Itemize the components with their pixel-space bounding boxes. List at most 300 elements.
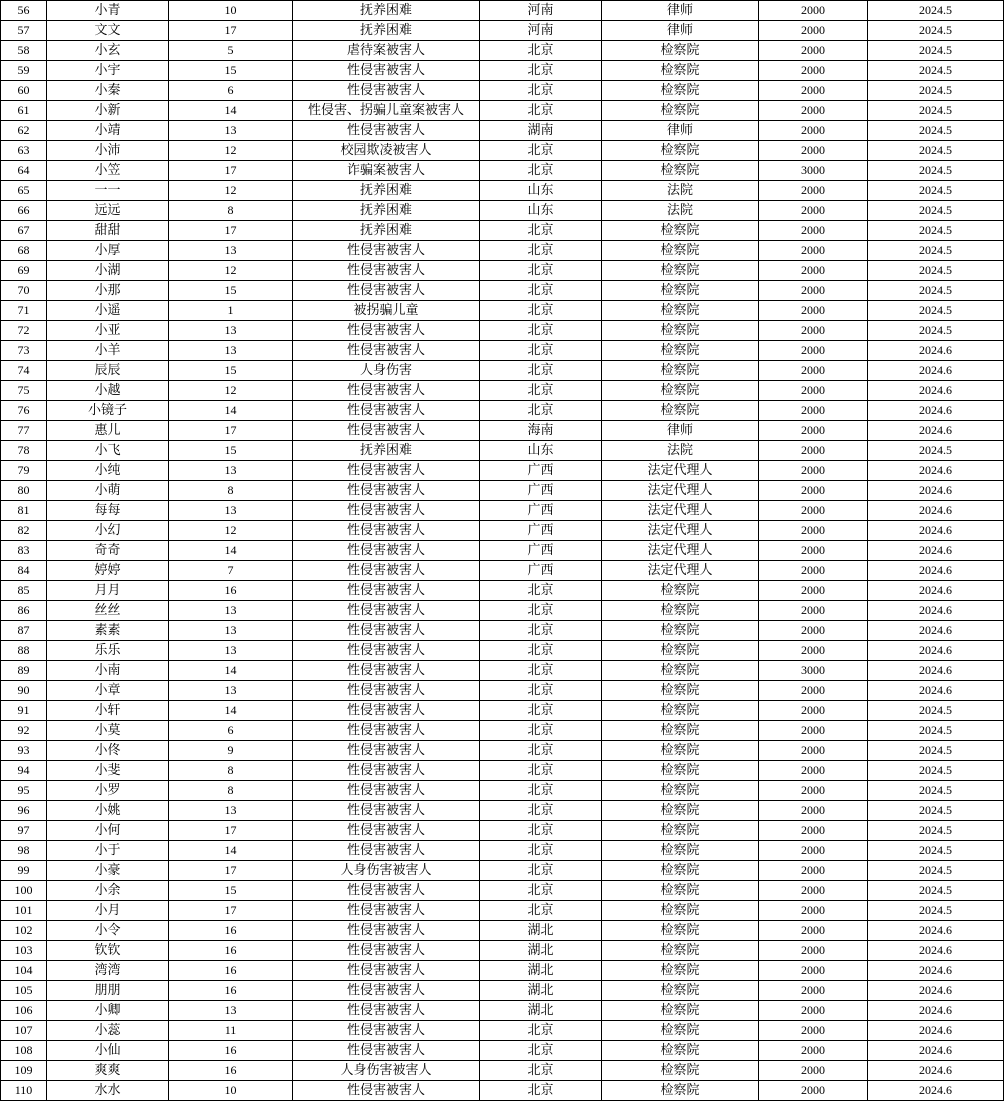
cell-region: 北京 (480, 81, 602, 101)
cell-region: 广西 (480, 541, 602, 561)
cell-child-name: 小月 (47, 901, 169, 921)
cell-amount: 2000 (759, 141, 868, 161)
cell-region: 北京 (480, 281, 602, 301)
cell-date: 2024.5 (868, 21, 1004, 41)
cell-child-name: 小亚 (47, 321, 169, 341)
cell-region: 山东 (480, 181, 602, 201)
cell-case-type: 性侵害被害人 (293, 61, 480, 81)
cell-case-type: 性侵害被害人 (293, 341, 480, 361)
cell-case-type: 性侵害被害人 (293, 381, 480, 401)
cell-row-number: 65 (1, 181, 47, 201)
cell-row-number: 57 (1, 21, 47, 41)
cell-child-name: 辰辰 (47, 361, 169, 381)
cell-date: 2024.6 (868, 421, 1004, 441)
cell-case-type: 性侵害被害人 (293, 521, 480, 541)
cell-age: 13 (169, 241, 293, 261)
cell-source: 检察院 (602, 941, 759, 961)
cell-case-type: 性侵害被害人 (293, 921, 480, 941)
cell-source: 法定代理人 (602, 461, 759, 481)
cell-age: 10 (169, 1, 293, 21)
cell-source: 检察院 (602, 621, 759, 641)
cell-source: 检察院 (602, 881, 759, 901)
cell-amount: 2000 (759, 101, 868, 121)
cell-date: 2024.6 (868, 601, 1004, 621)
cell-amount: 2000 (759, 401, 868, 421)
cell-child-name: 小罗 (47, 781, 169, 801)
table-row (1, 421, 1004, 441)
cell-age: 14 (169, 841, 293, 861)
cell-source: 检察院 (602, 1041, 759, 1061)
table-row (1, 561, 1004, 581)
cell-date: 2024.5 (868, 41, 1004, 61)
cell-source: 检察院 (602, 761, 759, 781)
cell-date: 2024.6 (868, 661, 1004, 681)
cell-child-name: 小章 (47, 681, 169, 701)
cell-child-name: 小南 (47, 661, 169, 681)
cell-source: 检察院 (602, 61, 759, 81)
table-row (1, 941, 1004, 961)
cell-age: 1 (169, 301, 293, 321)
cell-region: 北京 (480, 161, 602, 181)
table-row (1, 61, 1004, 81)
table-row (1, 821, 1004, 841)
cell-age: 17 (169, 21, 293, 41)
cell-date: 2024.5 (868, 821, 1004, 841)
cell-row-number: 71 (1, 301, 47, 321)
cell-region: 北京 (480, 261, 602, 281)
cell-amount: 2000 (759, 41, 868, 61)
cell-date: 2024.5 (868, 841, 1004, 861)
cell-date: 2024.6 (868, 1081, 1004, 1101)
cell-row-number: 68 (1, 241, 47, 261)
cell-region: 北京 (480, 61, 602, 81)
cell-age: 13 (169, 501, 293, 521)
cell-row-number: 62 (1, 121, 47, 141)
cell-case-type: 性侵害被害人 (293, 881, 480, 901)
cell-age: 8 (169, 481, 293, 501)
cell-date: 2024.5 (868, 761, 1004, 781)
table-row (1, 441, 1004, 461)
table-row (1, 121, 1004, 141)
cell-source: 检察院 (602, 661, 759, 681)
cell-amount: 2000 (759, 541, 868, 561)
cell-child-name: 小笠 (47, 161, 169, 181)
table-row (1, 141, 1004, 161)
cell-row-number: 85 (1, 581, 47, 601)
cell-date: 2024.6 (868, 581, 1004, 601)
cell-age: 13 (169, 601, 293, 621)
cell-amount: 2000 (759, 841, 868, 861)
cell-amount: 3000 (759, 161, 868, 181)
cell-date: 2024.5 (868, 281, 1004, 301)
cell-row-number: 60 (1, 81, 47, 101)
cell-region: 北京 (480, 701, 602, 721)
cell-source: 法院 (602, 441, 759, 461)
cell-case-type: 性侵害被害人 (293, 401, 480, 421)
cell-child-name: 小幻 (47, 521, 169, 541)
cell-region: 北京 (480, 361, 602, 381)
table-row (1, 21, 1004, 41)
cell-region: 北京 (480, 621, 602, 641)
cell-case-type: 性侵害被害人 (293, 261, 480, 281)
cell-source: 检察院 (602, 1021, 759, 1041)
cell-amount: 2000 (759, 981, 868, 1001)
cell-row-number: 73 (1, 341, 47, 361)
table-row (1, 621, 1004, 641)
cell-age: 15 (169, 61, 293, 81)
cell-row-number: 64 (1, 161, 47, 181)
cell-source: 法定代理人 (602, 501, 759, 521)
cell-amount: 2000 (759, 501, 868, 521)
cell-date: 2024.5 (868, 781, 1004, 801)
cell-row-number: 70 (1, 281, 47, 301)
cell-source: 检察院 (602, 801, 759, 821)
cell-region: 湖北 (480, 921, 602, 941)
cell-date: 2024.6 (868, 621, 1004, 641)
table-row (1, 321, 1004, 341)
cell-child-name: 素素 (47, 621, 169, 641)
cell-region: 北京 (480, 221, 602, 241)
cell-row-number: 63 (1, 141, 47, 161)
cell-source: 检察院 (602, 581, 759, 601)
cell-age: 12 (169, 381, 293, 401)
cell-date: 2024.5 (868, 221, 1004, 241)
cell-case-type: 校园欺凌被害人 (293, 141, 480, 161)
cell-amount: 2000 (759, 261, 868, 281)
table-row (1, 101, 1004, 121)
cell-source: 检察院 (602, 401, 759, 421)
cell-region: 北京 (480, 1041, 602, 1061)
cell-row-number: 56 (1, 1, 47, 21)
cell-age: 15 (169, 441, 293, 461)
cell-age: 16 (169, 981, 293, 1001)
cell-amount: 2000 (759, 181, 868, 201)
cell-case-type: 性侵害被害人 (293, 461, 480, 481)
table-row (1, 461, 1004, 481)
table-row (1, 361, 1004, 381)
cell-amount: 2000 (759, 1081, 868, 1101)
cell-age: 17 (169, 901, 293, 921)
cell-age: 17 (169, 421, 293, 441)
cell-date: 2024.6 (868, 1021, 1004, 1041)
cell-row-number: 90 (1, 681, 47, 701)
cell-row-number: 104 (1, 961, 47, 981)
cell-amount: 2000 (759, 601, 868, 621)
cell-region: 北京 (480, 141, 602, 161)
cell-region: 北京 (480, 641, 602, 661)
cell-region: 北京 (480, 721, 602, 741)
cell-row-number: 98 (1, 841, 47, 861)
cell-case-type: 性侵害被害人 (293, 701, 480, 721)
cell-age: 13 (169, 341, 293, 361)
cell-date: 2024.6 (868, 1061, 1004, 1081)
table-row (1, 881, 1004, 901)
cell-age: 13 (169, 321, 293, 341)
table-row (1, 981, 1004, 1001)
cell-age: 16 (169, 581, 293, 601)
cell-source: 检察院 (602, 701, 759, 721)
cell-source: 检察院 (602, 1081, 759, 1101)
cell-age: 16 (169, 921, 293, 941)
cell-child-name: 小湖 (47, 261, 169, 281)
table-row (1, 701, 1004, 721)
cell-case-type: 性侵害、拐骗儿童案被害人 (293, 101, 480, 121)
cell-row-number: 89 (1, 661, 47, 681)
cell-region: 湖南 (480, 121, 602, 141)
table-row (1, 81, 1004, 101)
cell-date: 2024.5 (868, 81, 1004, 101)
table-row (1, 641, 1004, 661)
cell-date: 2024.6 (868, 481, 1004, 501)
cell-source: 检察院 (602, 841, 759, 861)
cell-age: 13 (169, 681, 293, 701)
cell-row-number: 81 (1, 501, 47, 521)
cell-region: 广西 (480, 481, 602, 501)
cell-child-name: 小纯 (47, 461, 169, 481)
cell-source: 检察院 (602, 161, 759, 181)
cell-source: 检察院 (602, 81, 759, 101)
cell-child-name: 小遥 (47, 301, 169, 321)
cell-case-type: 性侵害被害人 (293, 841, 480, 861)
cell-row-number: 91 (1, 701, 47, 721)
cell-region: 河南 (480, 21, 602, 41)
cell-age: 15 (169, 881, 293, 901)
cell-source: 检察院 (602, 1061, 759, 1081)
cell-case-type: 性侵害被害人 (293, 641, 480, 661)
cell-amount: 2000 (759, 941, 868, 961)
cell-row-number: 58 (1, 41, 47, 61)
cell-amount: 2000 (759, 321, 868, 341)
cell-source: 检察院 (602, 641, 759, 661)
cell-child-name: 小厚 (47, 241, 169, 261)
table-row (1, 1021, 1004, 1041)
cell-age: 16 (169, 1061, 293, 1081)
cell-amount: 2000 (759, 1061, 868, 1081)
cell-row-number: 101 (1, 901, 47, 921)
cell-date: 2024.6 (868, 541, 1004, 561)
cell-child-name: 月月 (47, 581, 169, 601)
cell-age: 16 (169, 1041, 293, 1061)
cell-child-name: 小豪 (47, 861, 169, 881)
cell-region: 北京 (480, 241, 602, 261)
cell-row-number: 69 (1, 261, 47, 281)
cell-case-type: 抚养困难 (293, 21, 480, 41)
cell-amount: 2000 (759, 681, 868, 701)
cell-age: 14 (169, 541, 293, 561)
cell-source: 检察院 (602, 681, 759, 701)
table-row (1, 1001, 1004, 1021)
cell-amount: 2000 (759, 781, 868, 801)
cell-date: 2024.5 (868, 241, 1004, 261)
cell-case-type: 性侵害被害人 (293, 761, 480, 781)
cell-case-type: 人身伤害 (293, 361, 480, 381)
cell-child-name: 婷婷 (47, 561, 169, 581)
cell-case-type: 抚养困难 (293, 221, 480, 241)
cell-row-number: 102 (1, 921, 47, 941)
cell-case-type: 性侵害被害人 (293, 721, 480, 741)
cell-source: 检察院 (602, 861, 759, 881)
cell-region: 湖北 (480, 1001, 602, 1021)
cell-child-name: 小飞 (47, 441, 169, 461)
cell-date: 2024.6 (868, 1001, 1004, 1021)
cell-child-name: 小新 (47, 101, 169, 121)
cell-region: 广西 (480, 561, 602, 581)
table-row (1, 1081, 1004, 1101)
cell-date: 2024.5 (868, 101, 1004, 121)
cell-amount: 2000 (759, 621, 868, 641)
cell-row-number: 95 (1, 781, 47, 801)
table-row (1, 581, 1004, 601)
cell-date: 2024.6 (868, 461, 1004, 481)
cell-age: 12 (169, 141, 293, 161)
cell-region: 北京 (480, 341, 602, 361)
cell-age: 16 (169, 941, 293, 961)
cell-row-number: 92 (1, 721, 47, 741)
cell-region: 北京 (480, 301, 602, 321)
cell-case-type: 性侵害被害人 (293, 541, 480, 561)
cell-row-number: 75 (1, 381, 47, 401)
cell-date: 2024.5 (868, 161, 1004, 181)
cell-source: 法定代理人 (602, 561, 759, 581)
cell-source: 检察院 (602, 221, 759, 241)
cell-region: 北京 (480, 861, 602, 881)
cell-case-type: 性侵害被害人 (293, 981, 480, 1001)
table-row (1, 481, 1004, 501)
cell-date: 2024.5 (868, 141, 1004, 161)
cell-case-type: 性侵害被害人 (293, 1001, 480, 1021)
cell-amount: 2000 (759, 461, 868, 481)
cell-date: 2024.6 (868, 561, 1004, 581)
cell-case-type: 性侵害被害人 (293, 961, 480, 981)
cell-child-name: 小莫 (47, 721, 169, 741)
cell-row-number: 94 (1, 761, 47, 781)
cell-child-name: 奇奇 (47, 541, 169, 561)
cell-case-type: 性侵害被害人 (293, 821, 480, 841)
cell-case-type: 被拐骗儿童 (293, 301, 480, 321)
cell-child-name: 小镜子 (47, 401, 169, 421)
cell-age: 10 (169, 1081, 293, 1101)
cell-date: 2024.6 (868, 921, 1004, 941)
cell-amount: 2000 (759, 961, 868, 981)
cell-row-number: 108 (1, 1041, 47, 1061)
cell-source: 检察院 (602, 381, 759, 401)
cell-source: 检察院 (602, 781, 759, 801)
cell-row-number: 110 (1, 1081, 47, 1101)
cell-age: 12 (169, 521, 293, 541)
cell-amount: 2000 (759, 701, 868, 721)
cell-amount: 2000 (759, 881, 868, 901)
cell-region: 北京 (480, 841, 602, 861)
table-row (1, 521, 1004, 541)
cell-date: 2024.6 (868, 1041, 1004, 1061)
cell-case-type: 抚养困难 (293, 441, 480, 461)
cell-region: 北京 (480, 901, 602, 921)
cell-amount: 2000 (759, 1021, 868, 1041)
cell-amount: 2000 (759, 581, 868, 601)
cell-age: 17 (169, 161, 293, 181)
cell-case-type: 性侵害被害人 (293, 81, 480, 101)
cell-age: 13 (169, 641, 293, 661)
table-row (1, 681, 1004, 701)
cell-amount: 2000 (759, 61, 868, 81)
cell-case-type: 诈骗案被害人 (293, 161, 480, 181)
cell-region: 北京 (480, 761, 602, 781)
cell-case-type: 性侵害被害人 (293, 501, 480, 521)
cell-row-number: 103 (1, 941, 47, 961)
cell-case-type: 性侵害被害人 (293, 661, 480, 681)
table-row (1, 341, 1004, 361)
cell-child-name: 小萌 (47, 481, 169, 501)
cell-date: 2024.5 (868, 701, 1004, 721)
table-row (1, 501, 1004, 521)
cell-row-number: 82 (1, 521, 47, 541)
cell-amount: 2000 (759, 641, 868, 661)
cell-child-name: 朋朋 (47, 981, 169, 1001)
cell-child-name: 小那 (47, 281, 169, 301)
cell-case-type: 抚养困难 (293, 201, 480, 221)
cell-age: 8 (169, 761, 293, 781)
cell-source: 律师 (602, 21, 759, 41)
cell-case-type: 性侵害被害人 (293, 421, 480, 441)
cell-child-name: 小余 (47, 881, 169, 901)
cell-age: 12 (169, 261, 293, 281)
cell-child-name: 小沛 (47, 141, 169, 161)
cell-date: 2024.5 (868, 441, 1004, 461)
cell-date: 2024.6 (868, 961, 1004, 981)
cell-region: 海南 (480, 421, 602, 441)
cell-age: 13 (169, 801, 293, 821)
cell-source: 检察院 (602, 821, 759, 841)
cell-amount: 2000 (759, 81, 868, 101)
cell-case-type: 性侵害被害人 (293, 121, 480, 141)
table-row (1, 381, 1004, 401)
cell-date: 2024.5 (868, 901, 1004, 921)
cell-source: 检察院 (602, 341, 759, 361)
cell-row-number: 80 (1, 481, 47, 501)
cell-age: 11 (169, 1021, 293, 1041)
cell-source: 检察院 (602, 141, 759, 161)
cell-age: 17 (169, 221, 293, 241)
cell-region: 北京 (480, 41, 602, 61)
cell-child-name: 乐乐 (47, 641, 169, 661)
cell-amount: 2000 (759, 481, 868, 501)
cell-date: 2024.5 (868, 261, 1004, 281)
cell-child-name: 小令 (47, 921, 169, 941)
cell-region: 北京 (480, 581, 602, 601)
cell-source: 检察院 (602, 321, 759, 341)
cell-case-type: 性侵害被害人 (293, 1021, 480, 1041)
cell-region: 北京 (480, 661, 602, 681)
cell-child-name: 湾湾 (47, 961, 169, 981)
cell-child-name: 钦钦 (47, 941, 169, 961)
cell-child-name: 小轩 (47, 701, 169, 721)
cell-date: 2024.5 (868, 1, 1004, 21)
cell-region: 北京 (480, 101, 602, 121)
cell-region: 广西 (480, 521, 602, 541)
cell-source: 法定代理人 (602, 521, 759, 541)
cell-row-number: 87 (1, 621, 47, 641)
cell-amount: 2000 (759, 1041, 868, 1061)
cell-source: 律师 (602, 121, 759, 141)
cell-child-name: 惠儿 (47, 421, 169, 441)
cell-amount: 2000 (759, 561, 868, 581)
cell-date: 2024.5 (868, 201, 1004, 221)
cell-child-name: 小秦 (47, 81, 169, 101)
cell-region: 湖北 (480, 981, 602, 1001)
cell-amount: 2000 (759, 1, 868, 21)
cell-age: 8 (169, 201, 293, 221)
cell-row-number: 93 (1, 741, 47, 761)
